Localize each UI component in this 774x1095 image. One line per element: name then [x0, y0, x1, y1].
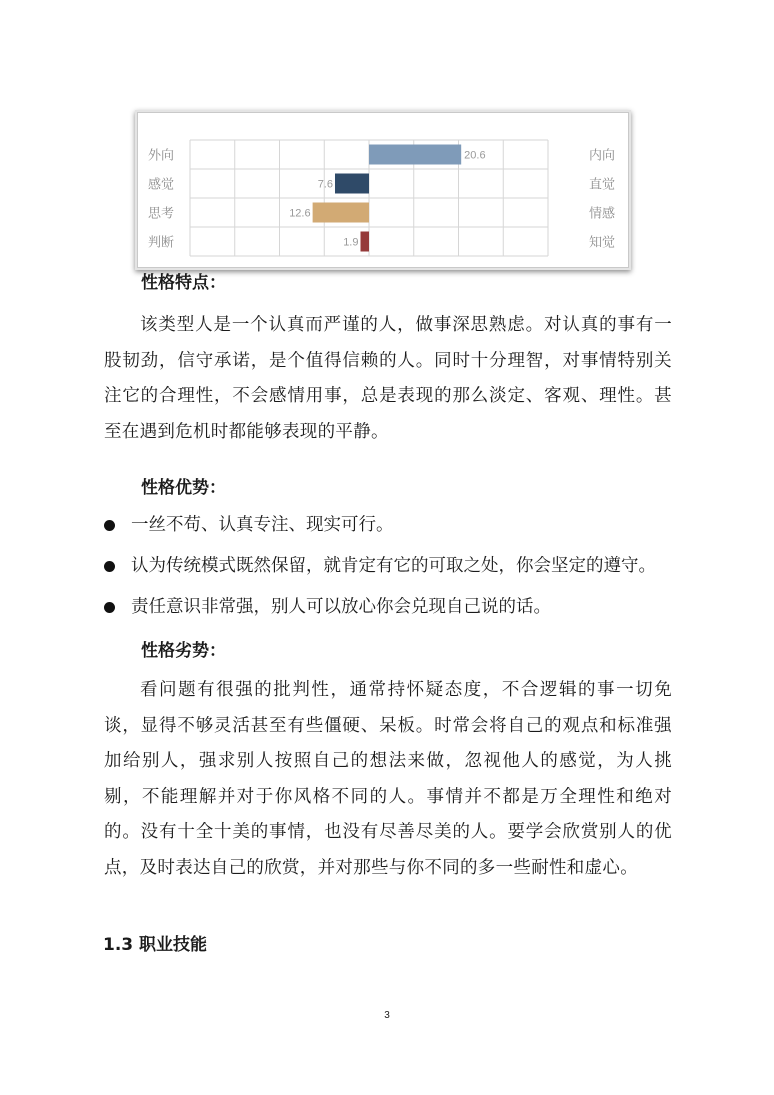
list-item-text: 认为传统模式既然保留，就肯定有它的可取之处，你会坚定的遵守。 — [131, 556, 656, 576]
chart-bar — [360, 232, 369, 252]
axis-label-right: 知觉 — [589, 235, 616, 251]
chart-bar — [335, 174, 369, 194]
traits-heading: 性格特点： — [141, 273, 226, 293]
list-item — [104, 590, 684, 631]
axis-label-left: 判断 — [148, 235, 175, 251]
axis-label-left: 外向 — [148, 148, 175, 164]
chart-bar — [313, 203, 369, 223]
axis-label-right: 情感 — [589, 206, 616, 222]
chart-svg — [138, 113, 628, 267]
list-item-text: 一丝不苟、认真专注、现实可行。 — [131, 515, 394, 535]
axis-label-right: 直觉 — [589, 177, 616, 193]
bullet-icon — [104, 602, 115, 613]
personality-chart — [137, 112, 629, 268]
data-label: 12.6 — [289, 207, 311, 220]
list-item-text: 责任意识非常强，别人可以放心你会兑现自己说的话。 — [131, 597, 551, 617]
strengths-list — [104, 508, 684, 631]
bullet-icon — [104, 561, 115, 572]
strengths-heading: 性格优势： — [141, 478, 226, 498]
section-title: 1.3 职业技能 — [103, 935, 208, 955]
weaknesses-paragraph: 看问题有很强的批判性，通常持怀疑态度，不合逻辑的事一切免谈，显得不够灵活甚至有些僵硬、呆板。时常会将自己的观点和标准强加给别人，强求别人按照自己的想法来做，忽视他人的感觉，为人挑剔，不能理解并对于你风格不同的人。事情并不都是万全理性和绝对的。没有十全十美的事情，也没有尽善尽美的人。要学会欣赏别人的优点，及时表达自己的欣赏，并对那些与你不同的多一些耐性和虚心。 — [104, 680, 672, 878]
axis-label-left: 思考 — [148, 206, 175, 222]
chart-bar — [369, 145, 461, 165]
list-item — [104, 508, 684, 549]
axis-label-right: 内向 — [589, 148, 616, 164]
data-label: 20.6 — [464, 149, 486, 162]
list-item — [104, 549, 684, 590]
data-label: 7.6 — [317, 178, 333, 191]
bullet-icon — [104, 520, 115, 531]
axis-label-left: 感觉 — [148, 177, 175, 193]
weaknesses-heading: 性格劣势： — [141, 641, 226, 661]
data-label: 1.9 — [343, 236, 359, 249]
traits-paragraph: 该类型人是一个认真而严谨的人，做事深思熟虑。对认真的事有一股韧劲，信守承诺，是个值得信赖的人。同时十分理智，对事情特别关注它的合理性，不会感情用事，总是表现的那么淡定、客观、理性。甚至在遇到危机时都能够表现的平静。 — [104, 315, 672, 442]
page-number: 3 — [384, 1010, 390, 1021]
